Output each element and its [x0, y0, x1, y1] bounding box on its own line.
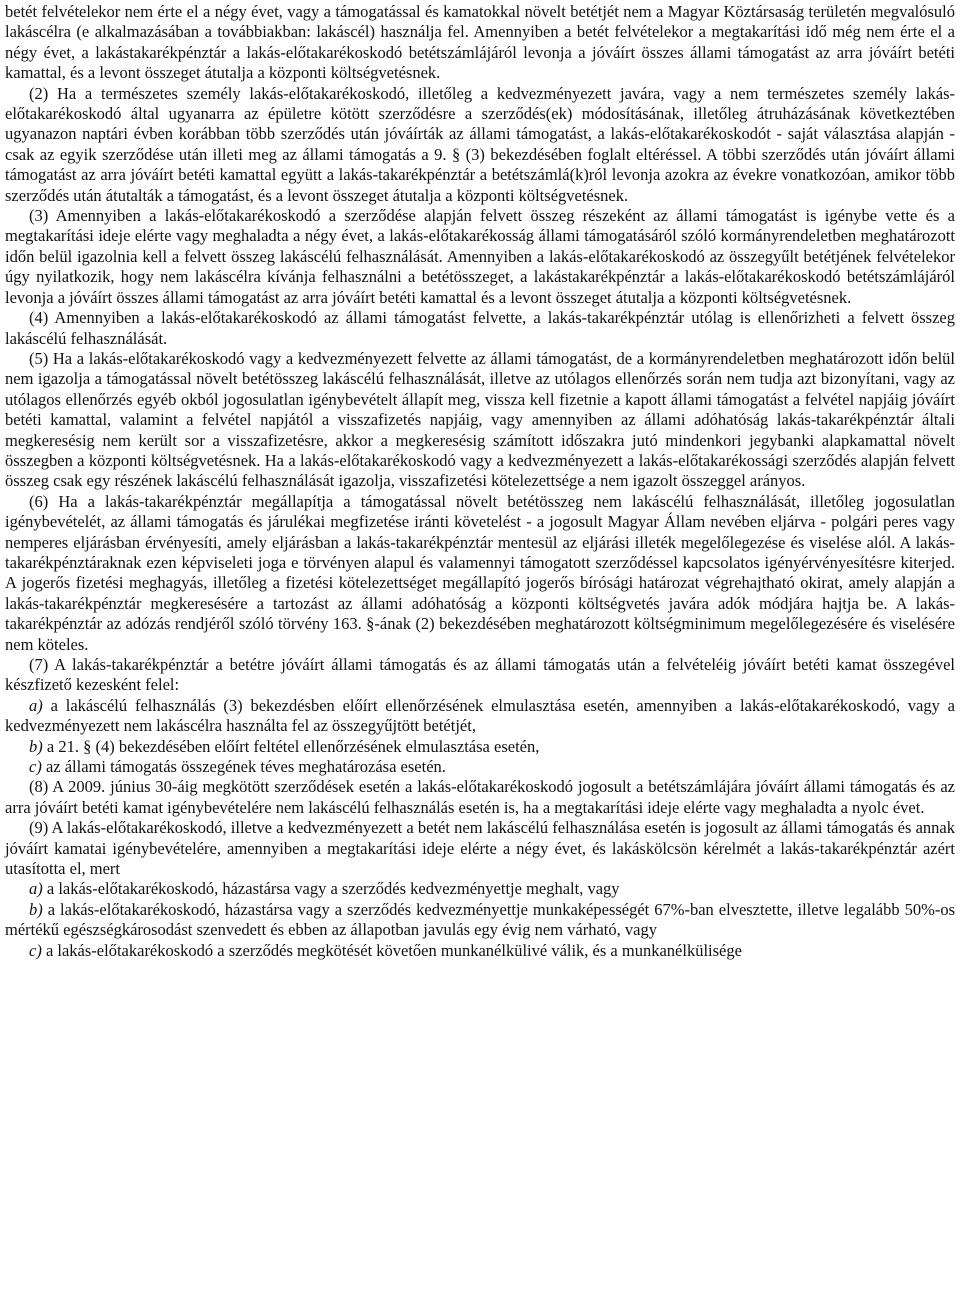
list-marker: c)	[29, 940, 42, 960]
paragraph-text: (3) Amennyiben a lakás-előtakarékoskodó a szerződése alapján felvett összeg részeként az állami támogatást is igénybe vette és a megtakarítási ideje elérte vagy meghaladta a négy évet, a lakás-előtakarékosság állami támogatásáról szóló kormányrendeletben meghatározott időn belül igazolnia kell a felvett összeg lakáscélú felhasználását. Amennyiben a lakás-előtakarékoskodó az összegyűlt betétjének felvételekor úgy nyilatkozik, hogy nem lakáscélra kívánja felhasználni a betétösszeget, a lakástakarékpénztár a lakás-előtakarékoskodó betétszámlájáról levonja a jóváírt összes állami támogatást az arra jóváírt betéti kamattal és a levont összeget átutalja a központi költségvetésnek.	[5, 206, 955, 307]
paragraph	[5, 206, 955, 308]
paragraph	[5, 737, 955, 757]
paragraph-text: (9) A lakás-előtakarékoskodó, illetve a kedvezményezett a betét nem lakáscélú felhasználása esetén is jogosult az állami támogatás és annak jóváírt kamatai igénybevételére, amennyiben a megtakarítási ideje elérte a négy évet, és lakáskölcsön kérelmét a lakás-takarékpénztár azért utasította el, mert	[5, 818, 955, 879]
paragraph	[5, 900, 955, 941]
paragraph	[5, 879, 955, 899]
paragraph-text: a lakáscélú felhasználás (3) bekezdésben előírt ellenőrzésének elmulasztása esetén, amennyiben a lakás-előtakarékoskodó, vagy a kedvezményezett nem lakáscélra használta fel az összegyűjtött betétjét,	[5, 695, 955, 736]
paragraph-text: (8) A 2009. június 30-áig megkötött szerződések esetén a lakás-előtakarékoskodó jogosult a betétszámlájára jóváírt állami támogatás és az arra jóváírt betéti kamat igénybevételére nem lakáscélú felhasználás esetén is, ha a megtakarítási ideje elérte vagy meghaladta a nyolc évet.	[5, 777, 955, 817]
paragraph	[5, 777, 955, 818]
paragraph	[5, 492, 955, 655]
paragraph-text: a lakás-előtakarékoskodó, házastársa vagy a szerződés kedvezményettje meghalt, vagy	[46, 879, 620, 899]
paragraph	[5, 655, 955, 696]
list-marker: a)	[29, 695, 43, 715]
paragraph-text: (2) Ha a természetes személy lakás-előtakarékoskodó, illetőleg a kedvezményezett javára, vagy a nem természetes személy lakás-előtakarékoskodó által ugyanarra az épületre kötött szerződésre a szerződés(ek) módosításának, illetőleg átruházásának következtében ugyanazon naptári évben korábban több szerződés után jóváírták az állami támogatást, a lakás-előtakarékoskodót - saját választása alapján - csak az egyik szerződése után illeti meg az állami támogatás a 9. § (3) bekezdésében foglalt eltéréssel. A többi szerződés után jóváírt állami támogatást az arra jóváírt betéti kamattal együtt a lakás-takarékpénztár a betétszámlá(k)ról levonja azokra az évekre vonatkozóan, amikor több szerződés után átutalták a támogatást, és a levont összeget átutalja a központi költségvetésnek.	[5, 83, 955, 205]
paragraph	[5, 696, 955, 737]
paragraph	[5, 2, 955, 84]
paragraph-text: (7) A lakás-takarékpénztár a betétre jóváírt állami támogatás és az állami támogatás után a felvételéig jóváírt betéti kamat összegével készfizető kezesként felel:	[5, 655, 955, 695]
paragraph	[5, 818, 955, 879]
list-marker: b)	[29, 736, 43, 756]
paragraph	[5, 757, 955, 777]
paragraph	[5, 349, 955, 492]
paragraph-text: a 21. § (4) bekezdésében előírt feltétel ellenőrzésének elmulasztása esetén,	[46, 736, 540, 756]
paragraph-text: betét felvételekor nem érte el a négy évet, vagy a támogatással és kamatokkal növelt betétjét nem a Magyar Köztársaság területén megvalósuló lakáscélra (e alkalmazásában a továbbiakban: lakáscél) használja fel. Amennyiben a betét felvételekor a megtakarítási idő még nem érte el a négy évet, a lakástakarékpénztár a lakás-előtakarékoskodó betétszámlájáról levonja a jóváírt összes állami támogatást az arra jóváírt betéti kamattal, és a levont összeget átutalja a központi költségvetésnek.	[5, 2, 955, 83]
paragraph-text: az állami támogatás összegének téves meghatározása esetén.	[45, 757, 446, 777]
paragraph-text: (6) Ha a lakás-takarékpénztár megállapítja a támogatással növelt betétösszeg nem lakáscélú felhasználását, illetőleg jogosulatlan igénybevételét, az állami támogatás és járulékai megfizetése iránti követelést - a jogosult Magyar Állam nevében eljárva - polgári peres vagy nemperes eljárásban érvényesíti, amely eljárásban a lakás-takarékpénztár mentesül az eljárási illeték megelőlegezése és viselése alól. A lakás-takarékpénztáraknak ezen képviseleti joga e törvényen alapul és valamennyi támogatott szerződéssel kapcsolatos igényérvényesítésre kiterjed. A jogerős fizetési meghagyás, illetőleg a fizetési kötelezettséget megállapító jogerős bírósági határozat végrehajtható okirat, amely alapján a lakás-takarékpénztár megkeresésére a tartozást az állami adóhatóság a központi költségvetés javára adók módjára hajtja be. A lakás-takarékpénztár az adózás rendjéről szóló törvény 163. §-ának (2) bekezdésében meghatározott költségminimum megelőlegezésére és viselésére nem köteles.	[5, 491, 955, 654]
paragraph-text: a lakás-előtakarékoskodó, házastársa vagy a szerződés kedvezményettje munkaképességét 67%-ban elvesztette, illetve legalább 50%-os mértékű egészségkárosodást szenvedett és ebben az állapotban javulás egy évig nem várható, vagy	[5, 899, 956, 940]
list-marker: b)	[29, 899, 43, 919]
paragraph	[5, 308, 955, 349]
list-marker: a)	[29, 879, 43, 899]
paragraph-text: a lakás-előtakarékoskodó a szerződés megkötését követően munkanélkülivé válik, és a munkanélkülisége	[45, 940, 742, 960]
paragraph-text: (4) Amennyiben a lakás-előtakarékoskodó az állami támogatást felvette, a lakás-takarékpénztár utólag is ellenőrizheti a felvett összeg lakáscélú felhasználását.	[5, 308, 955, 348]
paragraph	[5, 941, 955, 961]
paragraph	[5, 84, 955, 206]
paragraph-text: (5) Ha a lakás-előtakarékoskodó vagy a kedvezményezett felvette az állami támogatást, de a kormányrendeletben meghatározott időn belül nem igazolja a támogatással növelt betétösszeg lakáscélú felhasználását, illetve az utólagos ellenőrzés során nem tudja azt bizonyítani, vagy az utólagos ellenőrzés egyéb okból jogosulatlan igénybevételt állapít meg, vissza kell fizetnie a kapott állami támogatást a felvétel napjáig jóváírt betéti kamattal, valamint a felvétel napjától a visszafizetés napjáig, vagy amennyiben az állami adóhatóság lakás-takarékpénztár általi megkeresésig nem került sor a visszafizetésre, akkor a megkeresésig számított időszakra jutó mindenkori jegybanki alapkamattal növelt összegben a központi költségvetésnek. Ha a lakás-előtakarékoskodó vagy a kedvezményezett a lakás-előtakarékossági szerződés alapján felvett összeg csak egy részének lakáscélú felhasználását igazolja, visszafizetési kötelezettsége a nem igazolt összeggel arányos.	[5, 348, 955, 491]
list-marker: c)	[29, 757, 42, 777]
